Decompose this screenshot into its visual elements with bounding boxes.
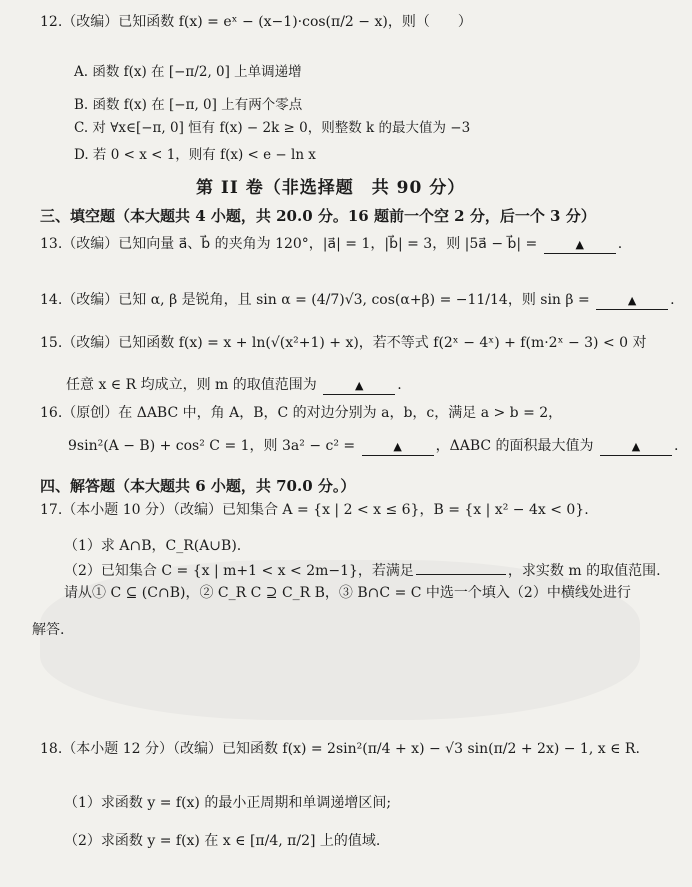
q13-text: 13.（改编）已知向量 a⃗、b⃗ 的夹角为 120°，|a⃗| = 1，|b⃗| = 3，则 |5a⃗ − b⃗| = [40, 236, 538, 252]
answer-mark-icon: ▲ [393, 440, 402, 453]
q17-stem: 17.（本小题 10 分）（改编）已知集合 A = {x | 2 < x ≤ 6}，B = {x | x² − 4x < 0}. [40, 502, 589, 518]
q15-line2: 任意 x ∈ R 均成立，则 m 的取值范围为 ▲ . [66, 377, 402, 393]
q16-line2-text-b: ，ΔABC 的面积最大值为 [435, 438, 594, 454]
q15-line2-text: 任意 x ∈ R 均成立，则 m 的取值范围为 [66, 377, 317, 393]
answer-mark-icon: ▲ [631, 440, 641, 453]
q16-answer-blank-1[interactable] [362, 438, 434, 456]
answer-mark-icon: ▲ [355, 379, 364, 392]
q12-option-b: B. 函数 f(x) 在 [−π, 0] 上有两个零点 [74, 97, 303, 113]
q14-answer-blank[interactable] [596, 292, 668, 310]
q17-part2-text-a: （2）已知集合 C = {x | m+1 < x < 2m−1}，若满足 [64, 563, 414, 579]
part2-title: 第 II 卷（非选择题 共 90 分） [196, 178, 466, 198]
q15-line1: 15.（改编）已知函数 f(x) = x + ln(√(x²+1) + x)，若不等式 f(2ˣ − 4ˣ) + f(m·2ˣ − 3) < 0 对 [40, 335, 647, 351]
q17-condition-blank[interactable] [416, 574, 506, 575]
q14: 14.（改编）已知 α, β 是锐角，且 sin α = (4/7)√3, cos(α+β) = −11/14，则 sin β = ▲ . [40, 292, 675, 308]
q18-part2: （2）求函数 y = f(x) 在 x ∈ [π/4, π/2] 上的值域. [64, 833, 381, 849]
q12-stem [40, 12, 472, 32]
q15-answer-blank[interactable] [323, 377, 395, 395]
q17-choose: 请从① C ⊆ (C∩B)，② C_R C ⊇ C_R B，③ B∩C = C 中选一个填入（2）中横线处进行 [64, 585, 631, 601]
q16-answer-blank-2[interactable] [600, 438, 672, 456]
answer-mark-icon: ▲ [627, 294, 637, 307]
q12-option-a: A. 函数 f(x) 在 [−π/2, 0] 上单调递增 [74, 64, 302, 80]
q18-stem: 18.（本小题 12 分）（改编）已知函数 f(x) = 2sin²(π/4 + x) − √3 sin(π/2 + 2x) − 1, x ∈ R. [40, 741, 640, 757]
solve-section-header: 四、解答题（本大题共 6 小题，共 70.0 分。） [40, 477, 356, 495]
q18-part1: （1）求函数 y = f(x) 的最小正周期和单调递增区间; [64, 795, 392, 811]
q13: 13.（改编）已知向量 a⃗、b⃗ 的夹角为 120°，|a⃗| = 1，|b⃗| = 3，则 |5a⃗ − b⃗| = ▲ . [40, 236, 623, 252]
q16-line2-text-a: 9sin²(A − B) + cos² C = 1，则 3a² − c² = [68, 438, 356, 454]
fill-section-header: 三、填空题（本大题共 4 小题，共 20.0 分。16 题前一个空 2 分，后一个 3 分） [40, 207, 596, 225]
q14-text: 14.（改编）已知 α, β 是锐角，且 sin α = (4/7)√3, cos(α+β) = −11/14，则 sin β = [40, 292, 590, 308]
q16-line2: 9sin²(A − B) + cos² C = 1，则 3a² − c² = ▲ ，ΔABC 的面积最大值为 ▲ . [68, 438, 679, 454]
q12-option-c: C. 对 ∀x∈[−π, 0] 恒有 f(x) − 2k ≥ 0，则整数 k 的最大值为 −3 [74, 120, 471, 136]
q17-part2 [64, 561, 661, 581]
q17-part1: （1）求 A∩B，C_R(A∪B). [64, 538, 242, 554]
answer-mark-icon: ▲ [575, 238, 584, 251]
q17-part2-text-b: ，求实数 m 的取值范围. [507, 563, 661, 579]
q12-option-d: D. 若 0 < x < 1，则有 f(x) < e − ln x [74, 147, 316, 163]
q17-end: 解答. [32, 622, 65, 638]
q13-answer-blank[interactable] [544, 236, 616, 254]
q12-stem-text: 12.（改编）已知函数 f(x) = eˣ − (x−1)·cos(π/2 − x)，则（ ） [40, 14, 472, 30]
q16-line1: 16.（原创）在 ΔABC 中，角 A，B，C 的对边分别为 a，b，c，满足 a > b = 2， [40, 405, 563, 421]
